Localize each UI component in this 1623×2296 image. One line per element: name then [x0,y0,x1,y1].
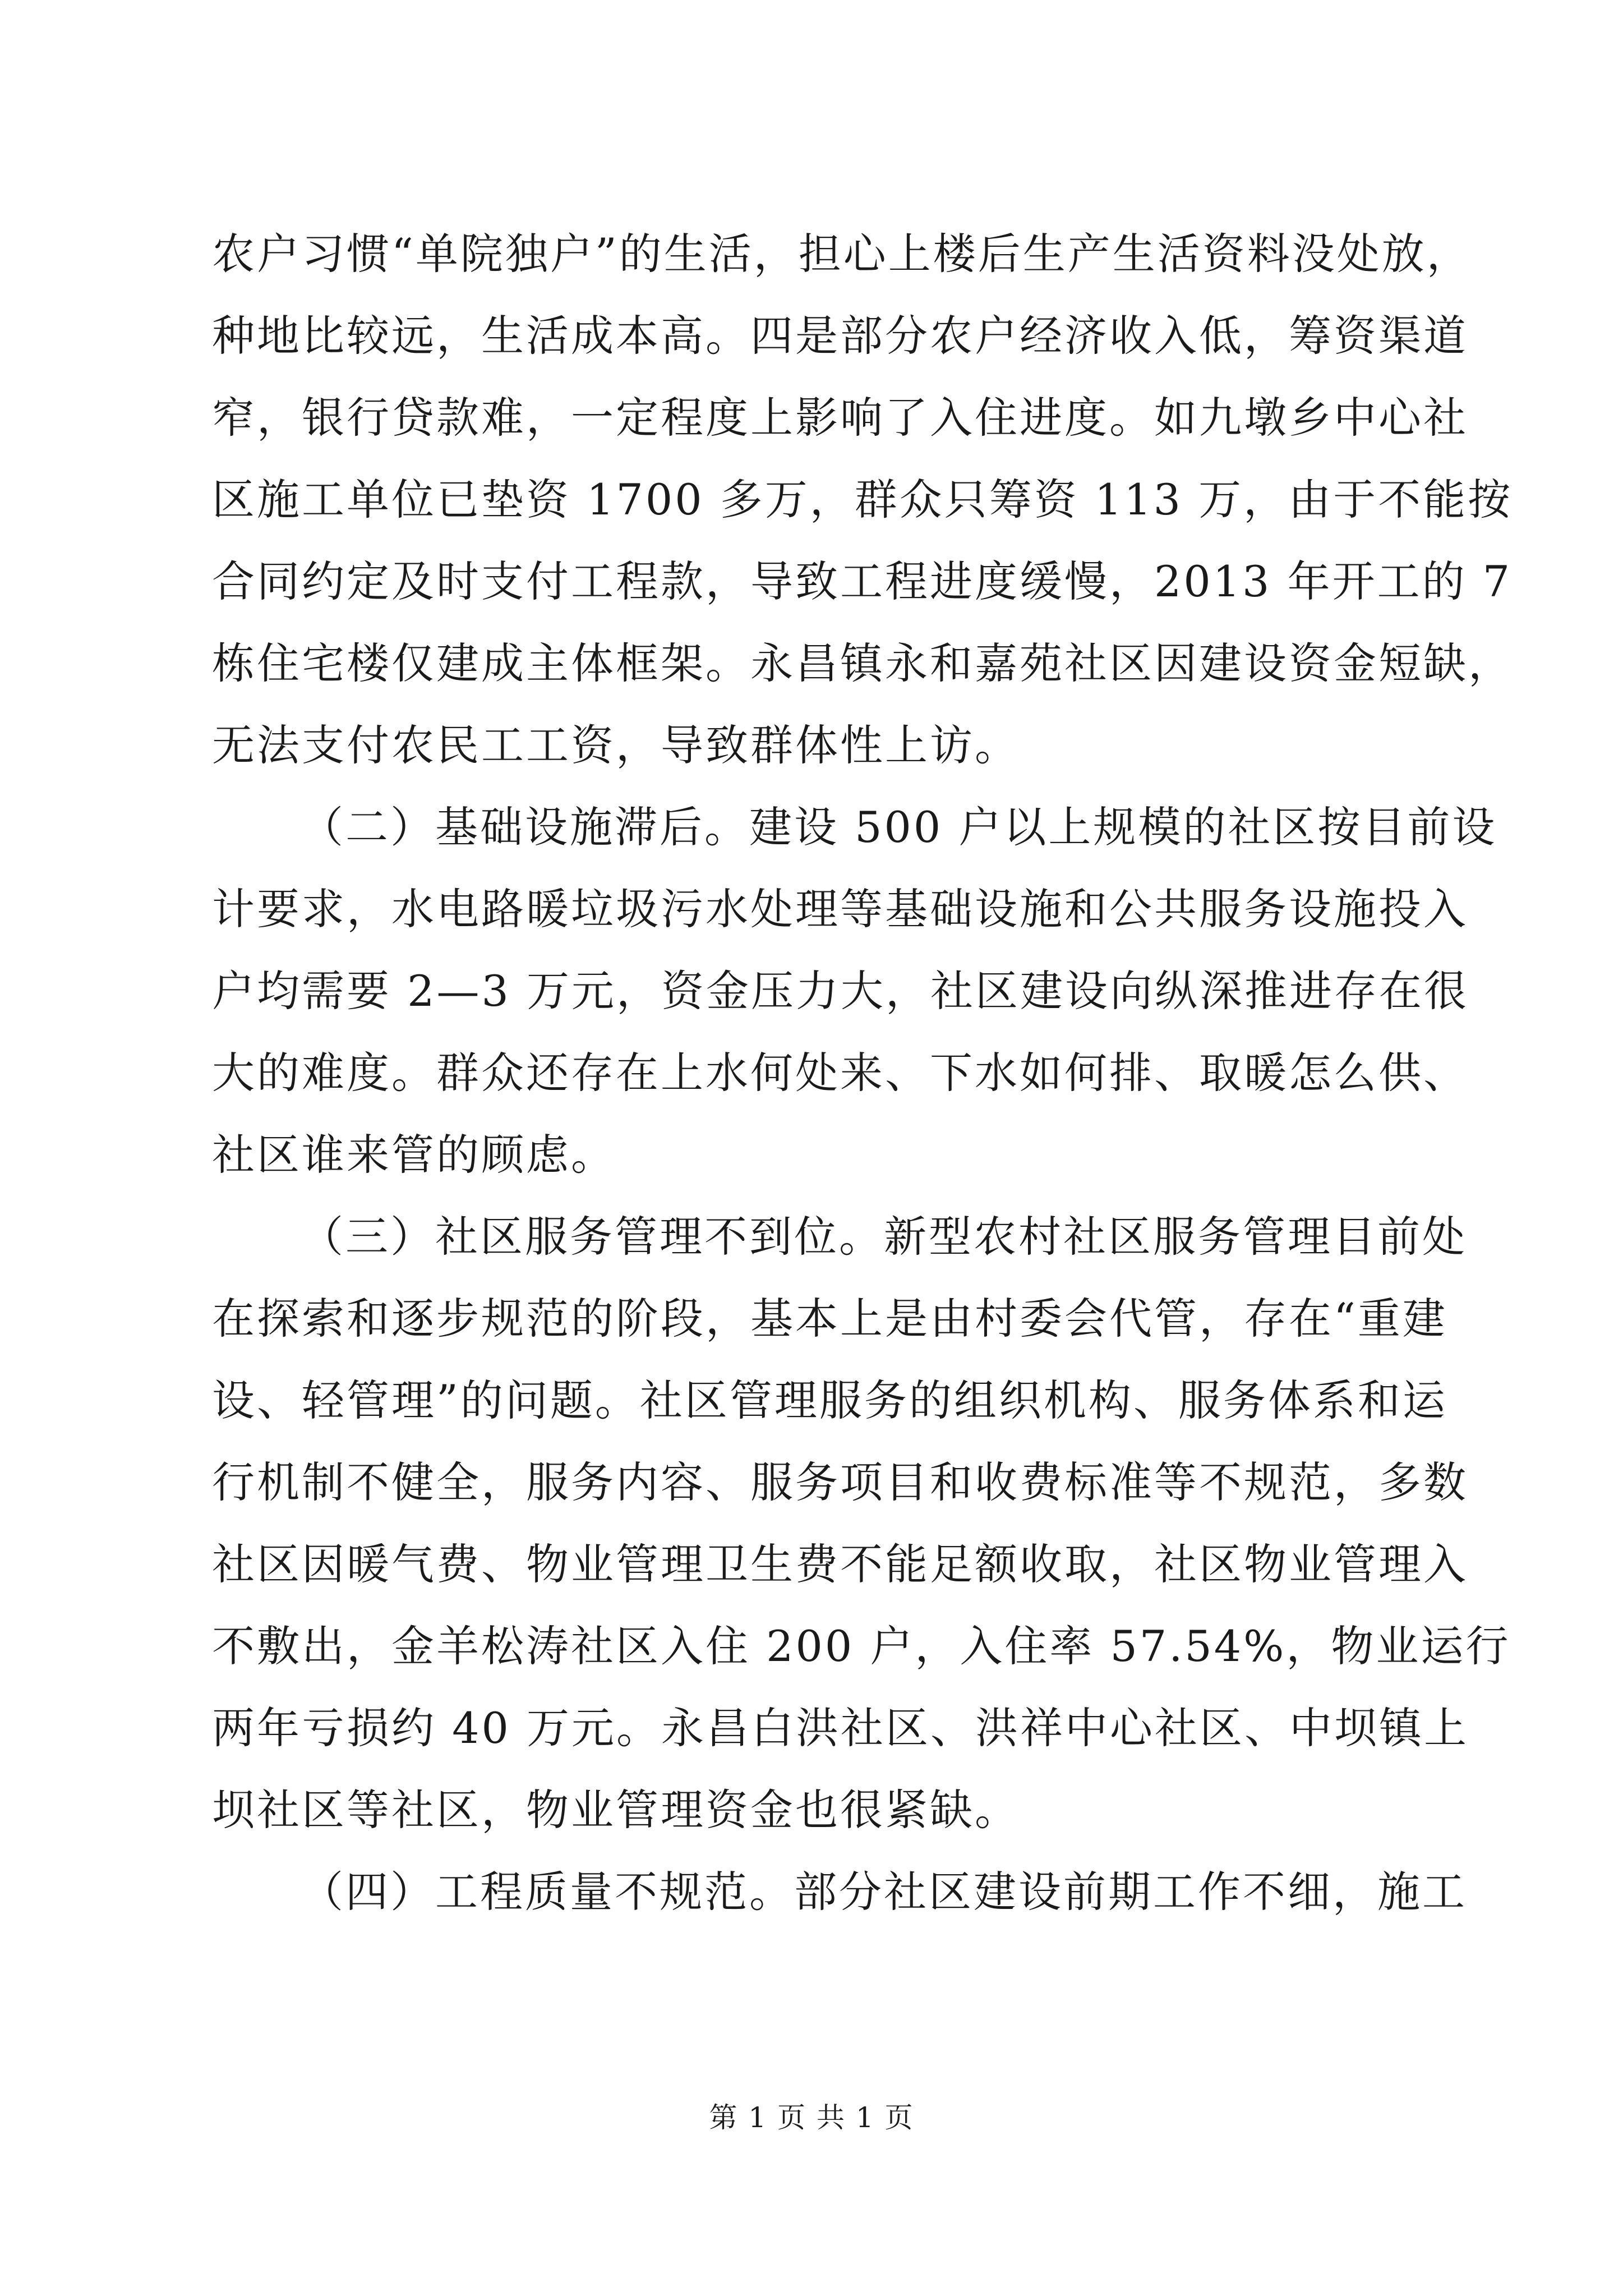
text-line: 合同约定及时支付工程款，导致工程进度缓慢，2013 年开工的 7 [212,556,1513,606]
text-line: 无法支付农民工工资，导致群体性上访。 [212,720,1020,770]
text-line: 在探索和逐步规范的阶段，基本上是由村委会代管，存在“重建 [212,1294,1447,1343]
text-line: 社区因暖气费、物业管理卫生费不能足额收取，社区物业管理入 [212,1539,1468,1589]
section-heading-line: （三）社区服务管理不到位。新型农村社区服务管理目前处 [301,1212,1467,1262]
text-line: 行机制不健全，服务内容、服务项目和收费标准等不规范，多数 [212,1457,1468,1507]
text-line: 计要求，水电路暖垃圾污水处理等基础设施和公共服务设施投入 [212,884,1468,934]
text-line: 坝社区等社区，物业管理资金也很紧缺。 [212,1785,1020,1835]
text-line: 农户习惯“单院独户”的生活，担心上楼后生产生活资料没处放， [212,229,1472,279]
section-heading-line: （二）基础设施滞后。建设 500 户以上规模的社区按目前设 [301,802,1497,852]
text-line: 两年亏损约 40 万元。永昌白洪社区、洪祥中心社区、中坝镇上 [212,1703,1469,1753]
text-line: 设、轻管理”的问题。社区管理服务的组织机构、服务体系和运 [212,1375,1447,1425]
text-line: 区施工单位已垫资 1700 多万，群众只筹资 113 万，由于不能按 [212,475,1513,524]
section-heading-line: （四）工程质量不规范。部分社区建设前期工作不细，施工 [301,1867,1467,1917]
text-line: 栋住宅楼仅建成主体框架。永昌镇永和嘉苑社区因建设资金短缺， [212,638,1513,688]
text-line: 户均需要 2—3 万元，资金压力大，社区建设向纵深推进存在很 [212,966,1469,1016]
page-footer: 第 1 页 共 1 页 [709,2101,914,2134]
document-body [212,213,1513,1933]
text-line: 窄，银行贷款难，一定程度上影响了入住进度。如九墩乡中心社 [212,393,1468,443]
text-line: 社区谁来管的顾虑。 [212,1130,616,1180]
text-line: 不敷出，金羊松涛社区入住 200 户，入住率 57.54%，物业运行 [212,1621,1511,1671]
text-line: 大的难度。群众还存在上水何处来、下水如何排、取暖怎么供、 [212,1048,1468,1098]
text-line: 种地比较远，生活成本高。四是部分农户经济收入低，筹资渠道 [212,311,1468,361]
